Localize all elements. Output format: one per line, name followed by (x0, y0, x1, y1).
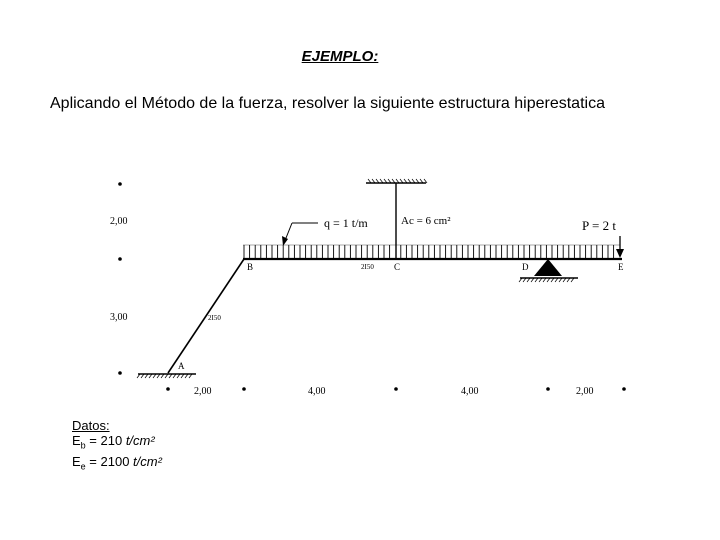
point-load-arrow (616, 236, 624, 258)
support-a (137, 374, 196, 378)
steel-modulus: $E_e = 2100$ t/cm² (72, 453, 162, 472)
page-title: EJEMPLO: (301, 48, 379, 65)
height-label-top: 2,00 (110, 216, 128, 227)
tie-area-label: Ac = 6 cm² (401, 215, 451, 227)
span-label-1: 2,00 (194, 386, 212, 397)
span-label-2: 4,00 (308, 386, 326, 397)
span-label-3: 4,00 (461, 386, 479, 397)
data-heading: Datos: (72, 418, 110, 433)
node-a: A (178, 361, 185, 371)
load-q-label: q = 1 t/m (324, 216, 368, 230)
height-label-bottom: 3,00 (110, 312, 128, 323)
node-d: D (522, 262, 529, 272)
material-data (72, 418, 162, 474)
point-load-label: P = 2 t (582, 218, 616, 233)
tie-top-support (366, 179, 427, 183)
node-c: C (394, 262, 401, 272)
node-e: E (618, 262, 624, 272)
dimension-dots (118, 182, 626, 391)
node-b: B (247, 262, 254, 272)
load-leader-arrow (282, 223, 318, 246)
column-section-label: 2I50 (208, 314, 221, 322)
span-label-4: 2,00 (576, 386, 594, 397)
beam-section-label: 2I50 (361, 263, 374, 271)
problem-statement: Aplicando el Método de la fuerza, resolver la siguiente estructura hiperestatica (50, 95, 605, 112)
concrete-modulus: $E_b = 210$ t/cm² (72, 433, 155, 451)
distributed-load (243, 245, 620, 259)
column-ab (168, 259, 244, 373)
